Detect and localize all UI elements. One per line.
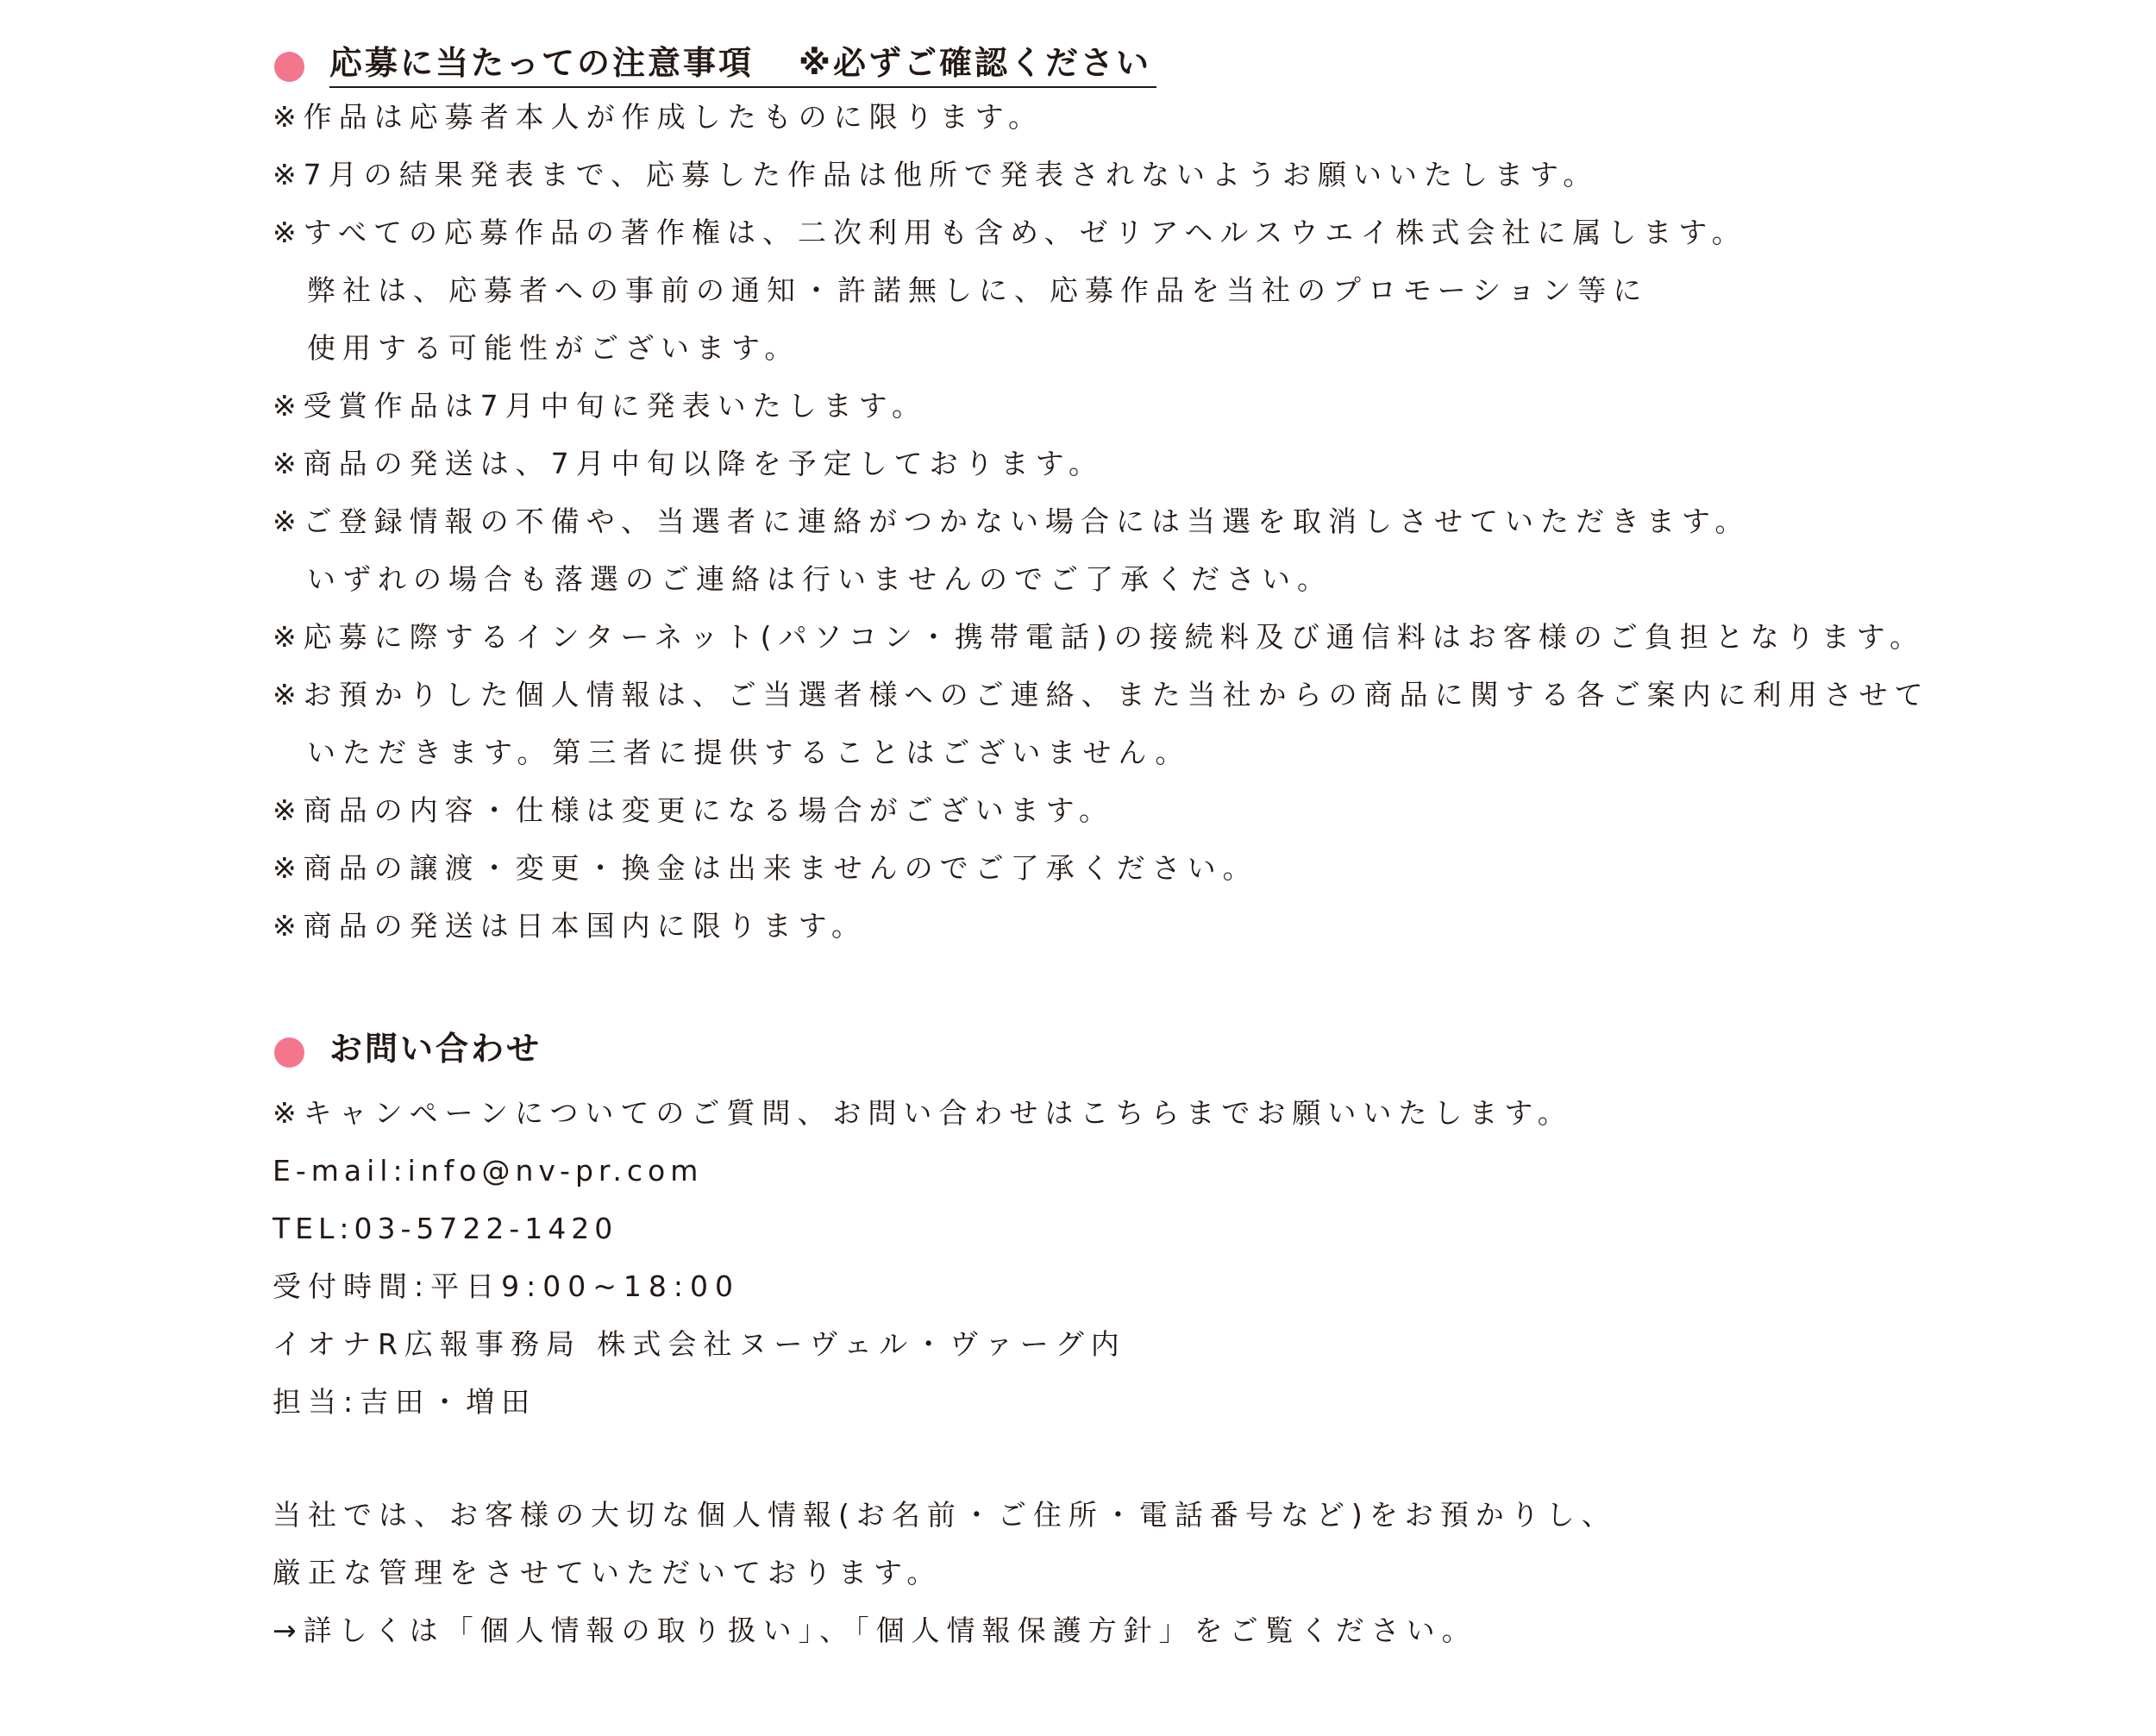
notes-title-text: 応募に当たっての注意事項	[329, 44, 755, 82]
note-item: ※7月の結果発表まで、応募した作品は他所で発表されないようお願いいたします。	[273, 158, 1599, 191]
note-item: ※お預かりした個人情報は、ご当選者様へのご連絡、また当社からの商品に関する各ご案内に利用させて	[273, 678, 1930, 711]
note-item: ※作品は応募者本人が作成したものに限ります。	[273, 100, 1044, 134]
notes-section	[273, 34, 1997, 955]
note-item: ※応募に際するインターネット(パソコン・携帯電話)の接続料及び通信料はお客様のご負担となります。	[273, 620, 1926, 654]
contact-office: イオナR広報事務局 株式会社ヌーヴェル・ヴァーグ内	[273, 1327, 1126, 1361]
note-item: ※商品の発送は日本国内に限ります。	[273, 909, 868, 943]
note-item: ※受賞作品は7月中旬に発表いたします。	[273, 389, 928, 423]
note-item: ※商品の譲渡・変更・換金は出来ませんのでご了承ください。	[273, 851, 1258, 885]
contact-tel[interactable]: TEL:03-5722-1420	[273, 1212, 618, 1245]
notes-list	[273, 88, 1997, 955]
contact-section	[273, 1020, 1997, 1431]
contact-email[interactable]: E-mail:info@nv-pr.com	[273, 1154, 704, 1188]
note-item-continued: いただきます。第三者に提供することはございません。	[307, 736, 1191, 769]
pink-bullet-icon	[274, 1037, 304, 1068]
contact-section-title: お問い合わせ	[329, 1030, 542, 1068]
contact-list	[273, 1084, 1997, 1431]
contact-hours: 受付時間:平日9:00~18:00	[273, 1269, 740, 1303]
privacy-line: 当社では、お客様の大切な個人情報(お名前・ご住所・電話番号など)をお預かりし、	[273, 1498, 1617, 1532]
note-item-continued: 使用する可能性がございます。	[307, 331, 800, 365]
note-item-continued: いずれの場合も落選のご連絡は行いませんのでご了承ください。	[307, 562, 1332, 596]
privacy-list	[273, 1486, 1997, 1659]
note-item: ※商品の発送は、7月中旬以降を予定しております。	[273, 447, 1105, 480]
privacy-line: 厳正な管理をさせていただいております。	[273, 1556, 943, 1589]
note-item: ※すべての応募作品の著作権は、二次利用も含め、ゼリアヘルスウエイ株式会社に属します。	[273, 216, 1747, 249]
contact-section-header	[273, 1020, 1997, 1074]
note-item: ※ご登録情報の不備や、当選者に連絡がつかない場合には当選を取消しさせていただきます。	[273, 505, 1751, 538]
pink-bullet-icon	[274, 52, 304, 82]
contact-person: 担当:吉田・増田	[273, 1385, 537, 1419]
notes-title-note: ※必ずご確認ください	[799, 44, 1151, 82]
note-item: ※商品の内容・仕様は変更になる場合がございます。	[273, 793, 1115, 827]
note-item-continued: 弊社は、応募者への事前の通知・許諾無しに、応募作品を当社のプロモーション等に	[307, 273, 1649, 307]
notes-section-header	[273, 34, 1997, 88]
notes-section-title	[329, 40, 1156, 88]
contact-intro: ※キャンペーンについてのご質問、お問い合わせはこちらまでお願いいたします。	[273, 1096, 1573, 1130]
privacy-policy-link-line[interactable]: →詳しくは「個人情報の取り扱い」、「個人情報保護方針」をご覧ください。	[273, 1614, 1477, 1647]
privacy-section	[273, 1486, 1997, 1659]
